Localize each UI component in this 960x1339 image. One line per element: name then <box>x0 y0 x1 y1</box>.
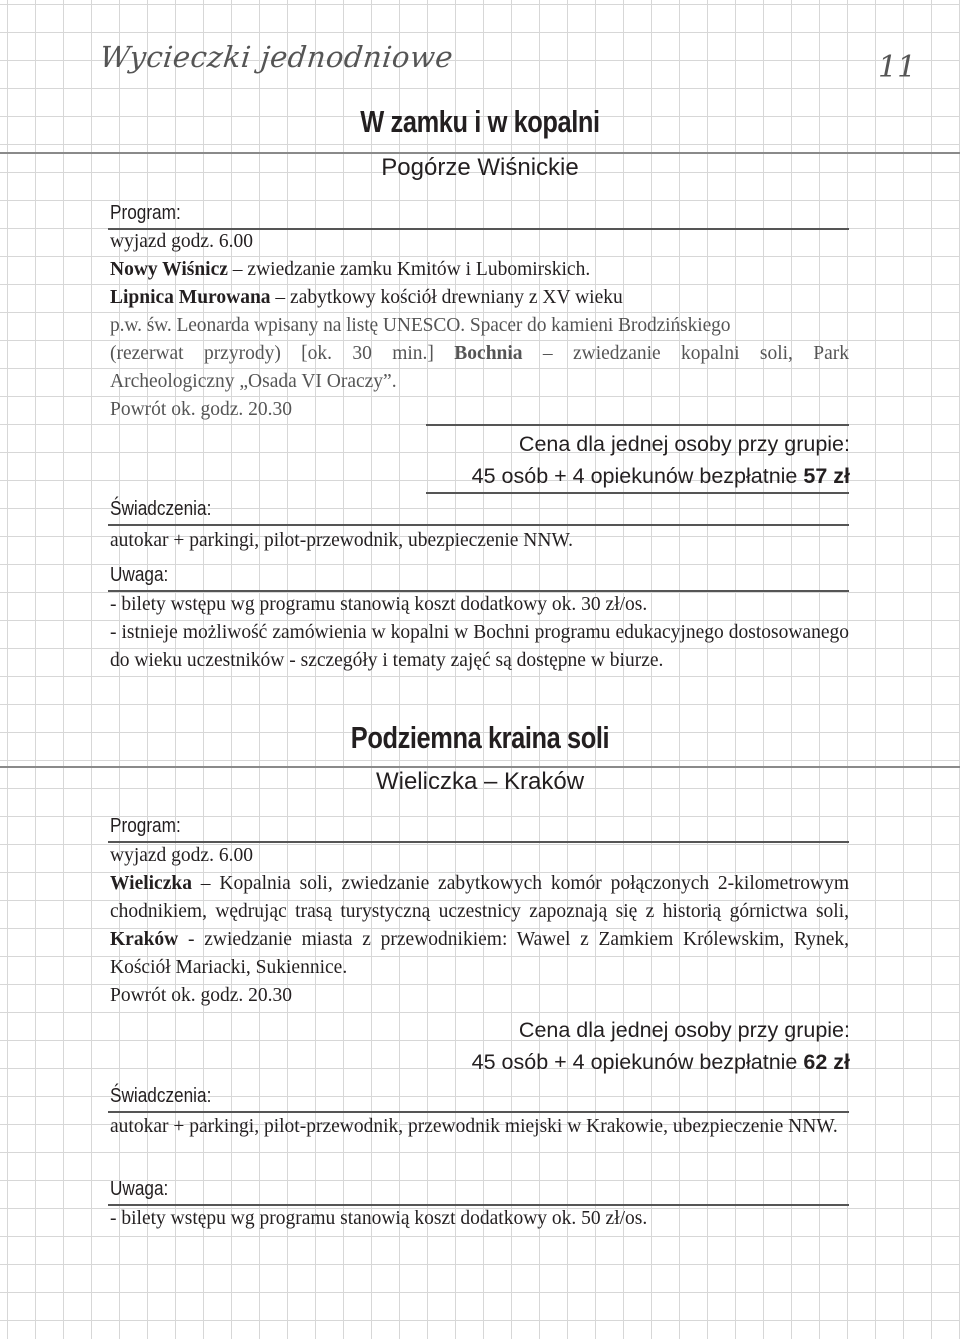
trip-1-title: W zamku i w kopalni <box>360 104 600 139</box>
price-group: 45 osób + 4 opiekunów bezpłatnie 57 zł <box>471 464 850 488</box>
note-item: - bilety wstępu wg programu stanowią koszt dodatkowy ok. 50 zł/os. <box>110 1208 648 1229</box>
trip-1-price <box>400 428 850 492</box>
trip-1-note-label: Uwaga: <box>110 564 169 586</box>
trip-2-program-line: Powrót ok. godz. 20.30 <box>110 985 292 1006</box>
price-caption: Cena dla jednej osoby przy grupie: <box>518 1018 850 1042</box>
trip-1-benefits-text: autokar + parkingi, pilot-przewodnik, ubezpieczenie NNW. <box>110 530 573 551</box>
trip-1-program-line: Powrót ok. godz. 20.30 <box>110 399 292 420</box>
trip-1-subtitle: Pogórze Wiśnickie <box>381 154 579 181</box>
trip-2-program-paragraph: Wieliczka – Kopalnia soli, zwiedzanie zabytkowych komór połączonych 2-kilometrowym chodnikiem, wędrując trasą turystyczną uczestnicy zapoznają się z historią górnictwa soli, Kraków - zwiedzanie miasta z przewodnikiem: Wawel z Zamkiem Królewskim, Rynek, Kościół Mariacki, Sukiennice. <box>110 873 849 978</box>
price-value: 57 zł <box>803 464 850 488</box>
trip-1-benefits-rule <box>108 524 849 526</box>
trip-1-benefits-label: Świadczenia: <box>110 498 212 520</box>
place-name: Lipnica Murowana <box>110 287 271 308</box>
place-name: Nowy Wiśnicz <box>110 259 228 280</box>
trip-1-program-line: (rezerwat przyrody) [ok. 30 min.] Bochnia – zwiedzanie kopalni soli, Park <box>110 343 849 364</box>
trip-1-notes <box>110 591 849 675</box>
trip-2-benefits-text: autokar + parkingi, pilot-przewodnik, przewodnik miejski w Krakowie, ubezpieczenie NNW. <box>110 1116 838 1137</box>
trip-1-program-line: Lipnica Murowana – zabytkowy kościół drewniany z XV wieku <box>110 287 623 308</box>
trip-2-note-label: Uwaga: <box>110 1178 169 1200</box>
trip-1-price-rule-bottom <box>426 492 849 494</box>
note-item: - istnieje możliwość zamówienia w kopalni w Bochni programu edukacyjnego dostosowanego do wieku uczestników - szczegóły i tematy zajęć są dostępne w biurze. <box>110 622 849 671</box>
trip-2-program-text <box>110 842 849 1010</box>
section-header-title: Wycieczki jednodniowe <box>98 40 455 74</box>
price-value: 62 zł <box>803 1050 850 1074</box>
price-caption: Cena dla jednej osoby przy grupie: <box>518 432 850 456</box>
trip-1-program-text <box>110 228 849 424</box>
trip-2-price <box>400 1014 850 1078</box>
price-group: 45 osób + 4 opiekunów bezpłatnie 62 zł <box>471 1050 850 1074</box>
trip-2-program-label: Program: <box>110 815 181 837</box>
trip-1-program-line: p.w. św. Leonarda wpisany na listę UNESCO. Spacer do kamieni Brodzińskiego <box>110 315 731 336</box>
trip-1-program-line: wyjazd godz. 6.00 <box>110 231 253 252</box>
trip-1-program-line: Nowy Wiśnicz – zwiedzanie zamku Kmitów i Lubomirskich. <box>110 259 591 280</box>
page-number: 11 <box>878 50 917 85</box>
trip-2-notes <box>110 1205 849 1233</box>
trip-1-program-line: Archeologiczny „Osada VI Oraczy”. <box>110 371 397 392</box>
note-item: - bilety wstępu wg programu stanowią koszt dodatkowy ok. 30 zł/os. <box>110 594 648 615</box>
place-name: Bochnia <box>454 343 523 364</box>
trip-2-benefits-label: Świadczenia: <box>110 1085 212 1107</box>
trip-2-program-line: wyjazd godz. 6.00 <box>110 845 253 866</box>
place-name: Kraków <box>110 929 179 950</box>
place-name: Wieliczka <box>110 873 192 894</box>
trip-1-price-rule <box>426 424 849 426</box>
trip-1-program-label: Program: <box>110 202 181 224</box>
trip-2-title: Podziemna kraina soli <box>350 720 610 755</box>
trip-2-subtitle: Wieliczka – Kraków <box>375 768 585 795</box>
